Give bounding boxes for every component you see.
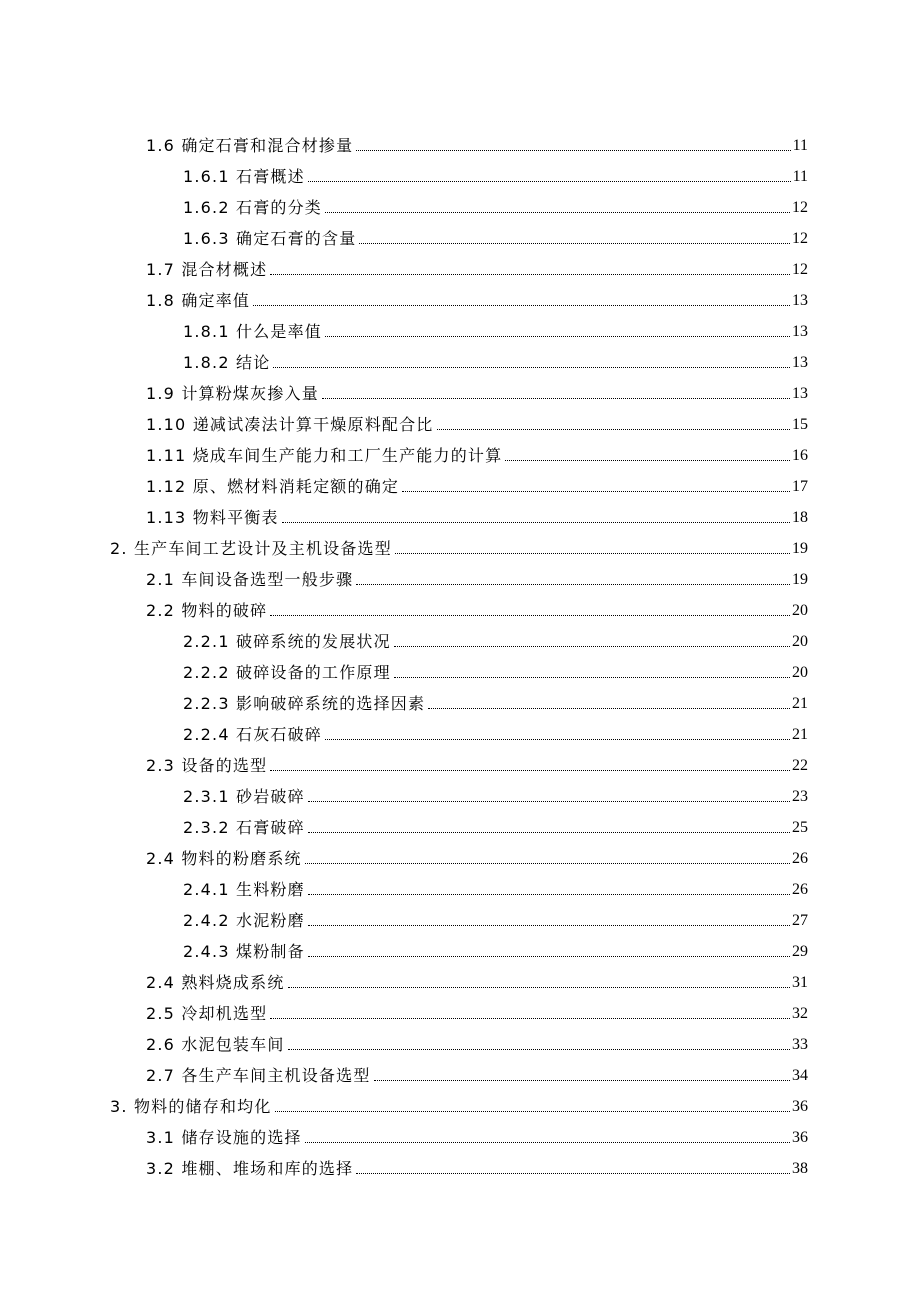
toc-entry-page-number: 13	[792, 292, 808, 309]
toc-entry-page-number: 12	[792, 230, 808, 247]
toc-entry[interactable]	[0, 126, 920, 157]
toc-entry-page-number: 13	[792, 385, 808, 402]
toc-entry[interactable]	[0, 1149, 920, 1180]
toc-entry[interactable]	[0, 405, 920, 436]
dot-leader	[270, 274, 790, 275]
toc-entry-title: 2.2.3 影响破碎系统的选择因素	[183, 694, 426, 713]
toc-entry-title: 2.7 各生产车间主机设备选型	[146, 1066, 371, 1085]
dot-leader	[273, 367, 790, 368]
toc-entry-page-number: 27	[792, 912, 808, 929]
toc-entry-page-number: 13	[792, 354, 808, 371]
toc-entry-title: 2.3.1 砂岩破碎	[183, 787, 305, 806]
toc-entry-page-number: 36	[792, 1098, 808, 1115]
toc-entry[interactable]	[0, 1118, 920, 1149]
toc-entry[interactable]	[0, 157, 920, 188]
toc-entry-page-number: 20	[792, 664, 808, 681]
toc-entry-page-number: 13	[792, 323, 808, 340]
toc-entry-title: 2.3 设备的选型	[146, 756, 268, 775]
toc-entry[interactable]	[0, 870, 920, 901]
toc-entry[interactable]	[0, 1056, 920, 1087]
dot-leader	[356, 584, 790, 585]
toc-entry-page-number: 12	[792, 199, 808, 216]
toc-entry-title: 3. 物料的储存和均化	[110, 1097, 272, 1116]
toc-entry[interactable]	[0, 188, 920, 219]
dot-leader	[356, 150, 790, 151]
toc-entry[interactable]	[0, 1025, 920, 1056]
toc-entry-page-number: 19	[792, 540, 808, 557]
dot-leader	[359, 243, 790, 244]
toc-entry-title: 1.9 计算粉煤灰掺入量	[146, 384, 319, 403]
table-of-contents	[0, 126, 920, 1180]
toc-entry-title: 2.4 熟料烧成系统	[146, 973, 285, 992]
toc-entry[interactable]	[0, 312, 920, 343]
toc-entry[interactable]	[0, 715, 920, 746]
dot-leader	[308, 894, 790, 895]
toc-entry-page-number: 33	[792, 1036, 808, 1053]
toc-entry-title: 2.5 冷却机选型	[146, 1004, 268, 1023]
dot-leader	[437, 429, 790, 430]
dot-leader	[270, 615, 790, 616]
toc-entry-title: 1.8 确定率值	[146, 291, 251, 310]
toc-entry[interactable]	[0, 467, 920, 498]
toc-entry-title: 2. 生产车间工艺设计及主机设备选型	[110, 539, 392, 558]
toc-entry[interactable]	[0, 808, 920, 839]
toc-entry[interactable]	[0, 374, 920, 405]
dot-leader	[325, 336, 790, 337]
toc-entry-title: 2.2.1 破碎系统的发展状况	[183, 632, 391, 651]
dot-leader	[356, 1173, 790, 1174]
dot-leader	[374, 1080, 790, 1081]
toc-entry[interactable]	[0, 901, 920, 932]
toc-entry-page-number: 12	[792, 261, 808, 278]
toc-entry-title: 1.6.1 石膏概述	[183, 167, 305, 186]
toc-entry-title: 1.7 混合材概述	[146, 260, 268, 279]
dot-leader	[308, 181, 791, 182]
dot-leader	[308, 925, 790, 926]
dot-leader	[322, 398, 790, 399]
toc-entry[interactable]	[0, 777, 920, 808]
toc-entry[interactable]	[0, 622, 920, 653]
dot-leader	[394, 646, 790, 647]
toc-entry[interactable]	[0, 932, 920, 963]
toc-entry-title: 1.6.3 确定石膏的含量	[183, 229, 357, 248]
toc-entry-page-number: 26	[792, 850, 808, 867]
dot-leader	[308, 956, 790, 957]
toc-entry-page-number: 31	[792, 974, 808, 991]
toc-entry-title: 1.12 原、燃材料消耗定额的确定	[146, 477, 400, 496]
toc-entry[interactable]	[0, 219, 920, 250]
toc-entry-title: 1.8.1 什么是率值	[183, 322, 322, 341]
toc-entry-page-number: 11	[792, 168, 808, 185]
toc-entry[interactable]	[0, 436, 920, 467]
dot-leader	[305, 1142, 790, 1143]
toc-entry[interactable]	[0, 653, 920, 684]
dot-leader	[325, 739, 790, 740]
dot-leader	[288, 987, 790, 988]
toc-entry[interactable]	[0, 281, 920, 312]
toc-entry-title: 1.13 物料平衡表	[146, 508, 279, 527]
toc-entry-page-number: 23	[792, 788, 808, 805]
toc-entry-page-number: 26	[792, 881, 808, 898]
toc-entry[interactable]	[0, 498, 920, 529]
toc-entry-title: 2.4.3 煤粉制备	[183, 942, 305, 961]
toc-entry-title: 2.1 车间设备选型一般步骤	[146, 570, 354, 589]
dot-leader	[270, 770, 790, 771]
toc-entry[interactable]	[0, 343, 920, 374]
toc-entry-page-number: 38	[792, 1160, 808, 1177]
dot-leader	[308, 832, 790, 833]
toc-entry-page-number: 21	[792, 726, 808, 743]
toc-entry-title: 2.4.1 生料粉磨	[183, 880, 305, 899]
toc-entry[interactable]	[0, 560, 920, 591]
dot-leader	[402, 491, 790, 492]
toc-entry[interactable]	[0, 591, 920, 622]
toc-entry[interactable]	[0, 529, 920, 560]
toc-entry-page-number: 17	[792, 478, 808, 495]
toc-entry[interactable]	[0, 1087, 920, 1118]
toc-entry[interactable]	[0, 746, 920, 777]
toc-entry-page-number: 25	[792, 819, 808, 836]
toc-entry[interactable]	[0, 963, 920, 994]
toc-entry[interactable]	[0, 684, 920, 715]
dot-leader	[394, 677, 790, 678]
dot-leader	[325, 212, 790, 213]
toc-entry[interactable]	[0, 250, 920, 281]
toc-entry-page-number: 18	[792, 509, 808, 526]
toc-entry[interactable]	[0, 839, 920, 870]
toc-entry-title: 1.11 烧成车间生产能力和工厂生产能力的计算	[146, 446, 503, 465]
dot-leader	[282, 522, 790, 523]
toc-entry-title: 2.4.2 水泥粉磨	[183, 911, 305, 930]
toc-entry-page-number: 22	[792, 757, 808, 774]
toc-entry-page-number: 36	[792, 1129, 808, 1146]
dot-leader	[270, 1018, 790, 1019]
toc-entry-title: 2.3.2 石膏破碎	[183, 818, 305, 837]
dot-leader	[505, 460, 790, 461]
toc-entry-title: 1.6.2 石膏的分类	[183, 198, 322, 217]
dot-leader	[305, 863, 790, 864]
toc-entry-page-number: 11	[792, 137, 808, 154]
dot-leader	[275, 1111, 790, 1112]
toc-entry-title: 3.1 储存设施的选择	[146, 1128, 302, 1147]
toc-entry-page-number: 15	[792, 416, 808, 433]
toc-entry-page-number: 34	[792, 1067, 808, 1084]
toc-entry-title: 2.2.2 破碎设备的工作原理	[183, 663, 391, 682]
toc-entry-page-number: 29	[792, 943, 808, 960]
toc-entry-page-number: 20	[792, 633, 808, 650]
dot-leader	[308, 801, 790, 802]
toc-entry-page-number: 21	[792, 695, 808, 712]
dot-leader	[428, 708, 790, 709]
toc-entry[interactable]	[0, 994, 920, 1025]
toc-entry-title: 2.2.4 石灰石破碎	[183, 725, 322, 744]
toc-entry-title: 2.4 物料的粉磨系统	[146, 849, 302, 868]
toc-entry-title: 3.2 堆棚、堆场和库的选择	[146, 1159, 354, 1178]
toc-entry-page-number: 32	[792, 1005, 808, 1022]
toc-entry-title: 2.6 水泥包装车间	[146, 1035, 285, 1054]
toc-entry-title: 1.10 递减试凑法计算干燥原料配合比	[146, 415, 434, 434]
toc-entry-page-number: 20	[792, 602, 808, 619]
dot-leader	[395, 553, 790, 554]
toc-entry-title: 2.2 物料的破碎	[146, 601, 268, 620]
dot-leader	[288, 1049, 790, 1050]
toc-entry-page-number: 16	[792, 447, 808, 464]
toc-entry-title: 1.8.2 结论	[183, 353, 271, 372]
toc-entry-page-number: 19	[792, 571, 808, 588]
dot-leader	[253, 305, 790, 306]
toc-entry-title: 1.6 确定石膏和混合材掺量	[146, 136, 354, 155]
